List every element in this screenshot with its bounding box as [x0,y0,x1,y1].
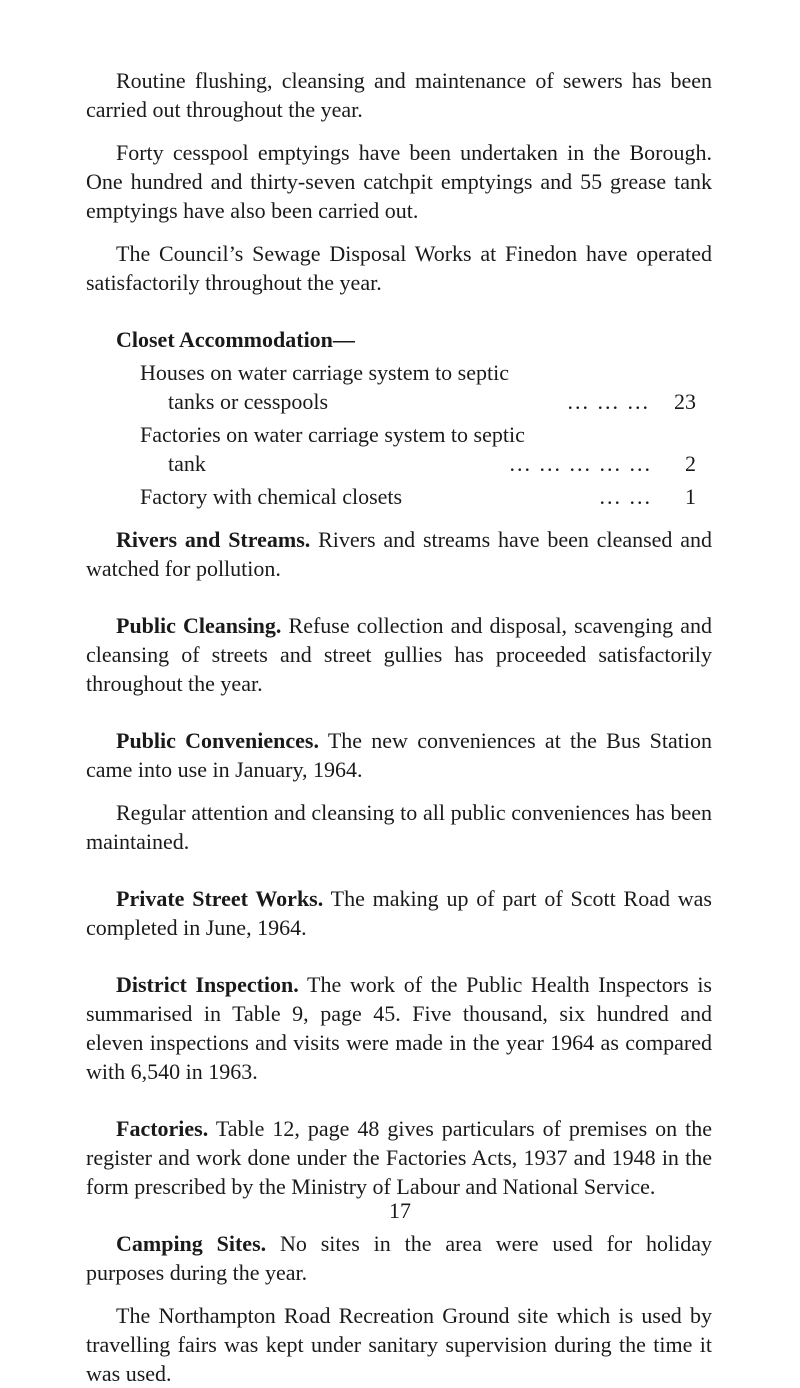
section-heading: Rivers and Streams. [116,527,311,552]
entry-value: 1 [685,484,696,509]
section-district-inspection [86,970,712,1086]
section-public-conveniences [86,726,712,784]
section-text: The making up of part of Scott Road was completed in June, 1964. [86,886,712,940]
paragraph-cesspool: Forty cesspool emptyings have been undertaken in the Borough. One hundred and thirty-seven catchpit emptyings and 55 grease tank emptyings have also been carried out. [86,140,712,223]
section-heading: Public Conveniences. [116,728,319,753]
entry-value: 2 [685,451,696,476]
leader-dots: ... ... ... ... ... [509,451,652,476]
leader-dots: ... ... ... [567,389,650,414]
closet-list [140,358,696,511]
paragraph-camping-2: The Northampton Road Recreation Ground site which is used by travelling fairs was kept under sanitary supervision during the time it was used. [86,1303,712,1386]
section-heading: Factories. [116,1116,209,1141]
paragraph-conveniences-2: Regular attention and cleansing to all public conveniences has been maintained. [86,800,712,854]
entry-label-line1: Houses on water carriage system to septic [140,360,509,385]
entry-value: 23 [674,389,696,414]
section-text: No sites in the area were used for holiday purposes during the year. [86,1231,713,1285]
paragraph-sewage-works: The Council’s Sewage Disposal Works at Finedon have operated satisfactorily throughout the year. [86,241,712,295]
section-text: Refuse collection and disposal, scavenging and cleansing of streets and street gullies has proceeded satisfactorily throughout the year. [86,613,712,696]
section-camping-sites [86,1229,712,1287]
paragraph-sewers: Routine flushing, cleansing and maintenance of sewers has been carried out throughout the year. [86,68,712,122]
section-text: The new conveniences at the Bus Station came into use in January, 1964. [86,728,712,782]
section-factories [86,1114,712,1201]
section-public-cleansing [86,611,712,698]
section-private-street-works [86,884,712,942]
closet-entry-factories [140,420,696,478]
closet-entry-chemical [140,482,696,511]
section-text: The work of the Public Health Inspectors is summarised in Table 9, page 45. Five thousand, six hundred and eleven inspections and visits were made in the year 1964 as compared with 6,540 in 1963. [86,972,712,1084]
section-heading: Public Cleansing. [116,613,282,638]
entry-label-line1: Factories on water carriage system to septic [140,422,525,447]
closet-heading: Closet Accommodation— [116,327,355,352]
section-heading: Private Street Works. [116,886,324,911]
section-rivers [86,525,712,583]
section-heading: District Inspection. [116,972,299,997]
section-heading: Camping Sites. [116,1231,267,1256]
entry-label-line2: tank [168,451,206,476]
page-number: 17 [389,1198,411,1223]
section-text: Rivers and streams have been cleansed and watched for pollution. [86,527,713,581]
entry-label-line2: tanks or cesspools [168,389,329,414]
section-text: Table 12, page 48 gives particulars of premises on the register and work done under the Factories Acts, 1937 and 1948 in the form prescribed by the Ministry of Labour and National Service. [86,1116,712,1199]
entry-label-line1: Factory with chemical closets [140,484,403,509]
leader-dots: ... ... [599,484,652,509]
closet-entry-houses [140,358,696,416]
text-column [86,66,712,1388]
